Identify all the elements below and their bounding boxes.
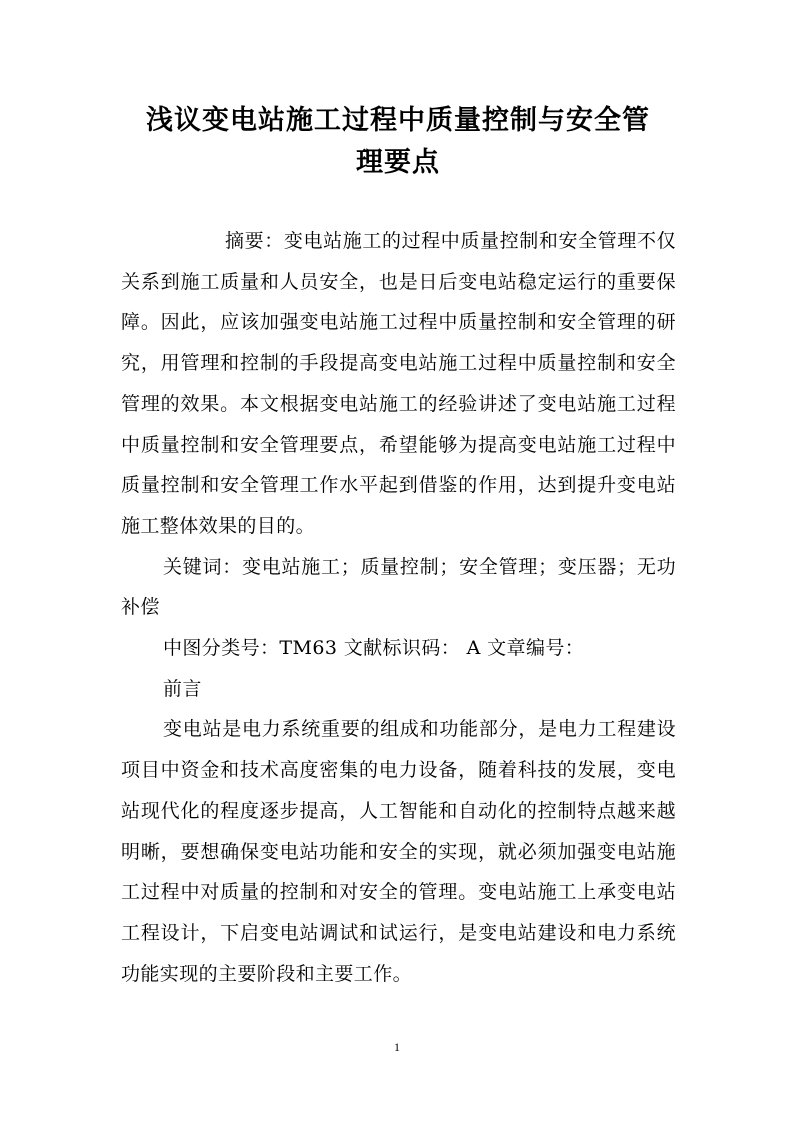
document-title-line-1: 浅议变电站施工过程中质量控制与安全管 — [146, 105, 650, 136]
preface-paragraph: 变电站是电力系统重要的组成和功能部分，是电力工程建设项目中资金和技术高度密集的电力设备，随着科技的发展，变电站现代化的程度逐步提高，人工智能和自动化的控制特点越来越明晰，要想确保变电站功能和安全的实现，就必须加强变电站施工过程中对质量的控制和对安全的管理。变电站施工上承变电站工程设计，下启变电站调试和试运行，是变电站建设和电力系统功能实现的主要阶段和主要工作。 — [121, 718, 676, 985]
keywords-paragraph: 关键词：变电站施工；质量控制；安全管理；变压器；无功补偿 — [121, 555, 676, 619]
document-title-line-2: 理要点 — [356, 147, 440, 178]
page-number: 1 — [394, 1040, 400, 1054]
classification-line: 中图分类号：TM63 文献标识码： A 文章编号： — [163, 637, 585, 660]
preface-heading: 前言 — [163, 677, 202, 700]
document-body — [121, 221, 676, 994]
abstract-paragraph: 摘要：变电站施工的过程中质量控制和安全管理不仅关系到施工质量和人员安全，也是日后变电站稳定运行的重要保障。因此，应该加强变电站施工过程中质量控制和安全管理的研究，用管理和控制的手段提高变电站施工过程中质量控制和安全管理的效果。本文根据变电站施工的经验讲述了变电站施工过程中质量控制和安全管理要点，希望能够为提高变电站施工过程中质量控制和安全管理工作水平起到借鉴的作用，达到提升变电站施工整体效果的目的。 — [121, 230, 676, 537]
